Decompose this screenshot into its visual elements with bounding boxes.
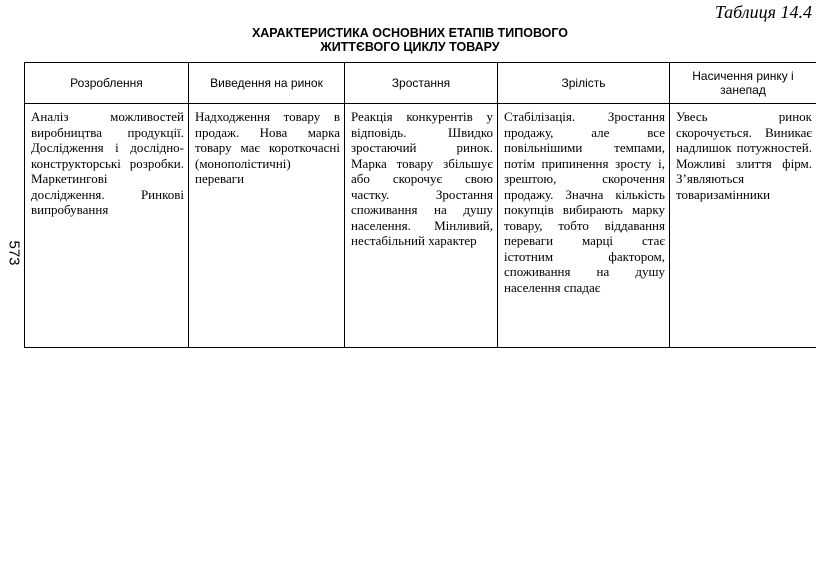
title-line-2: ЖИТТЄВОГО ЦИКЛУ ТОВАРУ (320, 40, 500, 54)
cell-growth: Реакція конкурентів у відповідь. Швидко зростаючий ринок. Марка товару збільшує або скорочує свою частку. Зростання споживання на душу населення. Мінливий, нестабільний характер (345, 104, 498, 348)
header-maturity: Зрілість (498, 63, 670, 104)
title-line-1: ХАРАКТЕРИСТИКА ОСНОВНИХ ЕТАПІВ ТИПОВОГО (251, 26, 569, 40)
header-introduction: Виведення на ринок (189, 63, 345, 104)
lifecycle-table (24, 62, 816, 348)
header-development: Розроблення (25, 63, 189, 104)
page-number: 573 (5, 240, 23, 266)
header-row (25, 63, 816, 104)
cell-development: Аналіз можливостей виробництва продукції. Дослідження і дослідно-конструкторські розробки. Маркетингові дослідження. Ринкові випробування (25, 104, 189, 348)
header-growth: Зростання (345, 63, 498, 104)
table-title (180, 26, 640, 54)
table-label: Таблиця 14.4 (714, 2, 812, 22)
cell-maturity: Стабілізація. Зростання продажу, але все повільнішими темпами, потім припинення зросту і, зрештою, скорочення продажу. Значна кількість покупців вибирають марку товару, тобто віддавання переваги марці стає істотним фактором, споживання на душу населення спадає (498, 104, 670, 348)
header-saturation-decline: Насичення ринку і занепад (670, 63, 816, 104)
cell-introduction: Надходження товару в продаж. Нова марка товару має короткочасні (монополістичні) переваги (189, 104, 345, 348)
table-row (25, 104, 816, 348)
cell-saturation-decline: Увесь ринок скорочується. Виникає надлишок потужностей. Можливі злиття фірм. З’являються товаризамінники (670, 104, 816, 348)
